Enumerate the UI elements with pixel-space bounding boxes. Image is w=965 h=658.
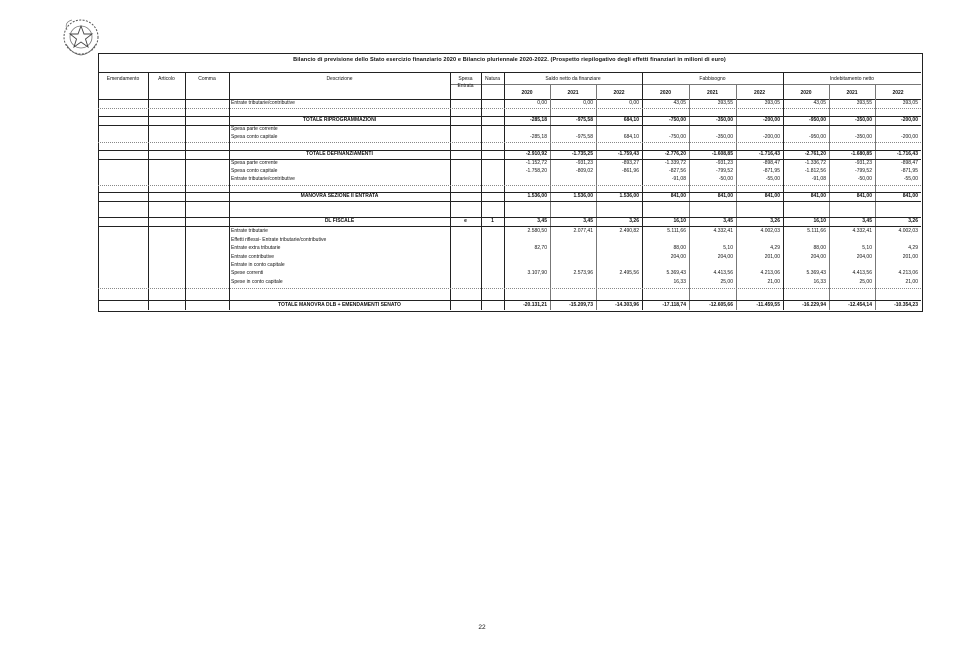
row-description: Spesa parte corrente	[231, 160, 278, 166]
row-description: Spesa conto capitale	[231, 134, 278, 140]
table-cell: 684,10	[623, 117, 639, 123]
table-cell: -2.776,20	[664, 151, 686, 157]
table-cell: 204,00	[670, 254, 686, 260]
table-cell: -91,08	[811, 176, 826, 182]
row-description: Entrate tributarie/contributive	[231, 176, 295, 182]
row-spesa-entrata: e	[464, 218, 467, 224]
header-top-rule	[98, 72, 921, 73]
table-cell: 43,05	[813, 100, 826, 106]
table-cell: 3,26	[629, 218, 639, 224]
row-description: TOTALE DEFINANZIAMENTI	[306, 151, 373, 157]
table-cell: -16.229,94	[802, 302, 826, 308]
table-cell: 4.213,06	[898, 270, 918, 276]
table-cell: -1.735,25	[571, 151, 593, 157]
table-cell: -1.336,72	[804, 160, 826, 166]
table-cell: 201,00	[764, 254, 780, 260]
table-cell: 4,29	[908, 245, 918, 251]
header-descrizione: Descrizione	[326, 76, 353, 82]
table-cell: -1.152,72	[525, 160, 547, 166]
table-cell: 2.495,56	[619, 270, 639, 276]
table-cell: -285,18	[530, 134, 547, 140]
table-cell: -200,00	[901, 134, 918, 140]
year-header: 2020	[659, 90, 672, 96]
row-description: TOTALE MANOVRA DLB + EMENDAMENTI SENATO	[278, 302, 401, 308]
table-cell: 3.107,90	[527, 270, 547, 276]
table-cell: -91,08	[671, 176, 686, 182]
table-cell: -809,02	[576, 168, 593, 174]
table-cell: 1.536,00	[619, 193, 639, 199]
row-description: Spesa conto capitale	[231, 168, 278, 174]
table-cell: 204,00	[810, 254, 826, 260]
header-comma: Comma	[198, 76, 216, 82]
row-description: Entrate contributive	[231, 254, 275, 260]
table-cell: -750,00	[669, 117, 686, 123]
document-title: Bilancio di previsione dello Stato esercizio finanziario 2020 e Bilancio pluriennale 2020-2022. (Prospetto riepilogativo degli effetti finanziari in milioni di euro)	[293, 57, 726, 63]
row-rule	[98, 108, 921, 109]
table-cell: 1.536,00	[573, 193, 593, 199]
row-description: Spese correnti	[231, 270, 264, 276]
table-cell: 201,00	[902, 254, 918, 260]
table-cell: -15.209,73	[569, 302, 593, 308]
table-cell: 88,00	[673, 245, 686, 251]
table-cell: 16,33	[813, 279, 826, 285]
year-header: 2022	[613, 90, 625, 96]
table-cell: 21,00	[767, 279, 780, 285]
row-rule	[98, 300, 921, 301]
table-cell: -12.605,66	[709, 302, 733, 308]
table-cell: 16,10	[813, 218, 826, 224]
table-cell: -1.812,56	[804, 168, 826, 174]
table-cell: -350,00	[855, 117, 872, 123]
table-cell: -750,00	[669, 134, 686, 140]
table-cell: 841,00	[670, 193, 686, 199]
table-cell: -827,56	[669, 168, 686, 174]
row-description: Entrate extra tributarie	[231, 245, 281, 251]
header-natura: Natura	[484, 76, 500, 82]
table-cell: 3,45	[862, 218, 872, 224]
table-cell: 841,00	[764, 193, 780, 199]
row-description: Entrate in conto capitale	[231, 262, 285, 268]
table-cell: 204,00	[717, 254, 733, 260]
table-cell: -931,23	[855, 160, 872, 166]
table-cell: 1.536,00	[527, 193, 547, 199]
table-cell: -950,00	[809, 117, 826, 123]
table-cell: -200,00	[763, 117, 780, 123]
table-cell: -200,00	[763, 134, 780, 140]
row-description: TOTALE RIPROGRAMMAZIONI	[302, 117, 377, 123]
table-cell: 841,00	[717, 193, 733, 199]
table-cell: 25,00	[720, 279, 733, 285]
header-spesa: Spesa	[458, 76, 473, 82]
table-cell: -1.758,20	[525, 168, 547, 174]
header-fabbisogno: Fabbisogno	[699, 76, 726, 82]
year-header: 2022	[753, 90, 766, 96]
table-cell: 4.413,56	[713, 270, 733, 276]
table-cell: -1.339,72	[664, 160, 686, 166]
table-cell: -893,27	[622, 160, 639, 166]
table-cell: 4.332,41	[713, 228, 733, 234]
row-description: Entrate tributarie/contributive	[231, 100, 295, 106]
table-cell: -14.303,96	[615, 302, 639, 308]
header-indebitamento: Indebitamento netto	[829, 76, 875, 82]
table-cell: 393,05	[902, 100, 918, 106]
table-cell: -10.354,23	[894, 302, 918, 308]
table-cell: 4.002,03	[898, 228, 918, 234]
table-cell: 4,29	[770, 245, 780, 251]
table-cell: 43,05	[673, 100, 686, 106]
table-cell: -285,18	[530, 117, 547, 123]
row-rule	[98, 185, 921, 186]
table-cell: 2.077,41	[573, 228, 593, 234]
table-cell: 5.111,66	[807, 228, 826, 234]
table-cell: -871,95	[763, 168, 780, 174]
header-emendamento: Emendamento	[106, 76, 140, 82]
table-cell: 2.573,96	[573, 270, 593, 276]
table-cell: -898,47	[901, 160, 918, 166]
table-cell: -17.118,74	[662, 302, 686, 308]
table-cell: 21,00	[905, 279, 918, 285]
table-cell: 82,70	[534, 245, 547, 251]
table-cell: -55,00	[903, 176, 918, 182]
table-cell: 841,00	[902, 193, 918, 199]
row-rule	[98, 288, 921, 289]
year-header: 2020	[521, 90, 533, 96]
table-cell: 3,45	[583, 218, 593, 224]
table-cell: -898,47	[763, 160, 780, 166]
table-cell: -50,00	[718, 176, 733, 182]
table-cell: 393,05	[764, 100, 780, 106]
table-cell: -200,00	[901, 117, 918, 123]
table-cell: 0,00	[629, 100, 639, 106]
table-cell: 5.369,43	[666, 270, 686, 276]
table-cell: 2.490,82	[619, 228, 639, 234]
table-cell: 393,55	[717, 100, 733, 106]
table-cell: 16,10	[673, 218, 686, 224]
row-description: DL FISCALE	[324, 218, 355, 224]
table-cell: -50,00	[857, 176, 872, 182]
table-cell: 204,00	[856, 254, 872, 260]
row-rule	[98, 226, 921, 227]
table-cell: -55,00	[765, 176, 780, 182]
table-cell: 0,00	[583, 100, 593, 106]
row-rule	[98, 142, 921, 143]
table-cell: -350,00	[716, 134, 733, 140]
page-number: 22	[478, 624, 486, 631]
table-cell: -975,58	[576, 117, 593, 123]
year-header: 2021	[706, 90, 719, 96]
table-cell: 25,00	[859, 279, 872, 285]
table-cell: 4.413,56	[852, 270, 872, 276]
header-articolo: Articolo	[158, 76, 175, 82]
table-cell: 4.213,06	[760, 270, 780, 276]
table-cell: 4.332,41	[852, 228, 872, 234]
table-cell: 5,10	[723, 245, 733, 251]
table-cell: 5.369,43	[806, 270, 826, 276]
row-rule	[98, 125, 921, 126]
row-description: MANOVRA SEZIONE II ENTRATA	[300, 193, 379, 199]
table-cell: 841,00	[856, 193, 872, 199]
year-header: 2022	[892, 90, 904, 96]
table-cell: -950,00	[809, 134, 826, 140]
table-cell: -799,52	[855, 168, 872, 174]
header-entrata: Entrata	[457, 83, 474, 89]
table-cell: -2.761,20	[804, 151, 826, 157]
table-cell: 3,45	[537, 218, 547, 224]
table-cell: -871,95	[901, 168, 918, 174]
row-rule	[98, 201, 921, 202]
table-cell: -1.759,43	[617, 151, 639, 157]
group-header-rule	[450, 84, 921, 85]
row-natura: 1	[491, 218, 494, 224]
table-cell: -20.131,21	[523, 302, 547, 308]
table-cell: -1.716,43	[896, 151, 918, 157]
year-header: 2020	[800, 90, 812, 96]
table-cell: -931,23	[716, 160, 733, 166]
table-cell: -975,58	[576, 134, 593, 140]
table-cell: -350,00	[716, 117, 733, 123]
table-cell: -931,23	[576, 160, 593, 166]
table-cell: 841,00	[810, 193, 826, 199]
table-cell: -11.459,55	[756, 302, 780, 308]
row-description: Effetti riflessi- Entrate tributarie/contributive	[231, 237, 327, 243]
table-cell: 16,33	[673, 279, 686, 285]
table-cell: 5,10	[862, 245, 872, 251]
row-description: Spese in conto capitale	[231, 279, 283, 285]
table-cell: 88,00	[813, 245, 826, 251]
table-cell: 3,45	[723, 218, 733, 224]
table-cell: -861,96	[622, 168, 639, 174]
year-header: 2021	[567, 90, 579, 96]
row-description: Spesa parte corrente	[231, 126, 278, 132]
table-cell: -12.454,14	[848, 302, 872, 308]
row-description: Entrate tributarie	[231, 228, 268, 234]
table-cell: -1.608,85	[711, 151, 733, 157]
table-cell: 5.111,66	[667, 228, 686, 234]
table-cell: 393,55	[856, 100, 872, 106]
table-cell: 684,10	[623, 134, 639, 140]
year-header: 2021	[846, 90, 858, 96]
table-cell: -2.910,92	[525, 151, 547, 157]
table-cell: -350,00	[855, 134, 872, 140]
table-cell: -1.680,85	[850, 151, 872, 157]
table-cell: 2.580,50	[527, 228, 547, 234]
table-cell: -799,52	[716, 168, 733, 174]
table-cell: 3,26	[770, 218, 780, 224]
header-saldo-netto: Saldo netto da finanziare	[545, 76, 601, 82]
table-cell: 0,00	[537, 100, 547, 106]
table-cell: -1.716,43	[758, 151, 780, 157]
table-cell: 3,26	[908, 218, 918, 224]
table-cell: 4.002,03	[760, 228, 780, 234]
